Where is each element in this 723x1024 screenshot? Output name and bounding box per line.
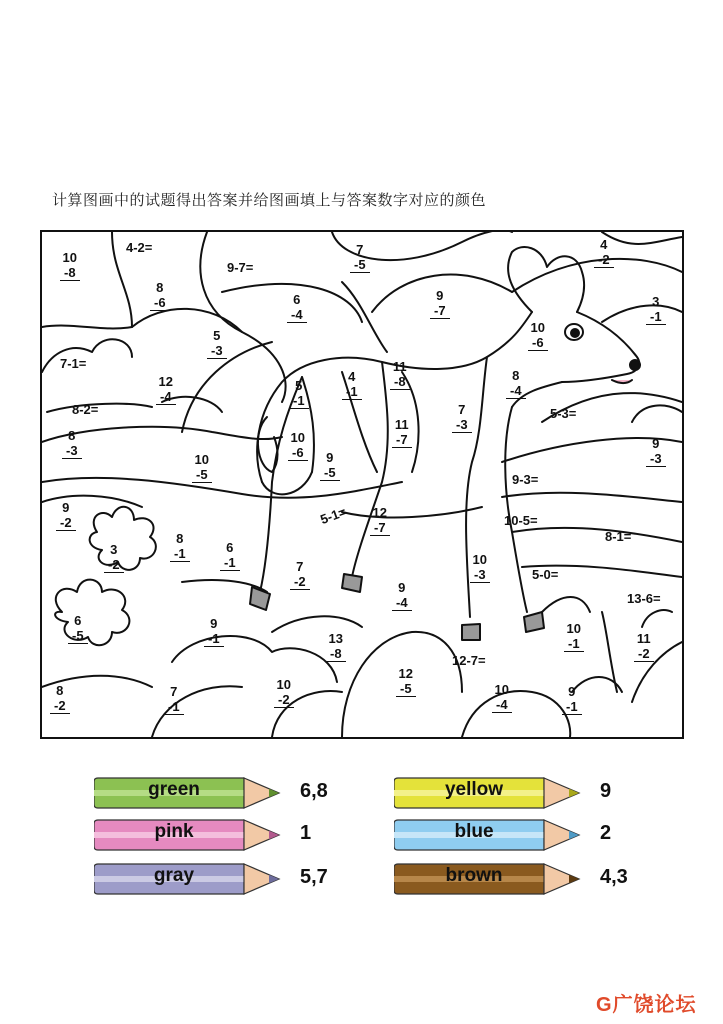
pencil-label: yellow (444, 779, 504, 800)
pencil-blue[interactable] (394, 818, 612, 852)
pencil-label: brown (445, 865, 503, 886)
pencil-label: gray (153, 865, 195, 886)
problem-cell[interactable]: 5 -1 (289, 378, 309, 409)
problem-cell[interactable]: 10 -4 (492, 682, 512, 713)
pencil-numbers: 9 (600, 780, 612, 802)
problem-cell[interactable]: 13 -8 (326, 631, 346, 662)
equation-cell[interactable]: 7-1= (60, 356, 87, 371)
equation-cell[interactable]: 9-7= (227, 260, 254, 275)
problem-cell[interactable]: 9 -2 (56, 500, 76, 531)
problem-cell[interactable]: 12 -4 (156, 374, 176, 405)
problem-cell[interactable]: 10 -3 (470, 552, 490, 583)
problem-cell[interactable]: 8 -2 (50, 683, 70, 714)
logo-icon: G (596, 994, 613, 1016)
problem-cell[interactable]: 9 -1 (204, 616, 224, 647)
problem-cell[interactable]: 10 -6 (528, 320, 548, 351)
problem-cell[interactable]: 3 -2 (104, 542, 124, 573)
problem-cell[interactable]: 8 -6 (150, 280, 170, 311)
problem-cell[interactable]: 6 -5 (68, 613, 88, 644)
equation-cell[interactable]: 5-3= (550, 406, 577, 421)
problem-cell[interactable]: 11 -8 (390, 359, 410, 390)
pencil-pink[interactable] (94, 818, 312, 852)
problem-cell[interactable]: 6 -4 (287, 292, 307, 323)
equation-cell[interactable]: 5-1= (318, 503, 349, 528)
pencil-numbers: 5,7 (300, 866, 328, 888)
problem-cell[interactable]: 10 -1 (564, 621, 584, 652)
equation-cell[interactable]: 13-6= (627, 591, 661, 606)
problem-cell[interactable]: 10 -5 (192, 452, 212, 483)
problem-cell[interactable]: 7 -3 (452, 402, 472, 433)
equation-cell[interactable]: 8-1= (605, 529, 632, 544)
pencil-green[interactable] (94, 776, 328, 810)
problem-cell[interactable]: 7 -1 (164, 684, 184, 715)
problem-cell[interactable]: 7 -5 (350, 242, 370, 273)
problem-cell[interactable]: 9 -7 (430, 288, 450, 319)
problem-cell[interactable]: 10 -6 (288, 430, 308, 461)
problem-cell[interactable]: 11 -7 (392, 417, 412, 448)
equation-cell[interactable]: 9-3= (512, 472, 539, 487)
pencil-yellow[interactable] (394, 776, 612, 810)
problem-cell[interactable]: 3 -1 (646, 294, 666, 325)
deer-scene-outline (42, 232, 682, 737)
pencil-brown[interactable] (394, 862, 628, 896)
watermark-text: 广饶论坛 (612, 994, 697, 1016)
equation-cell[interactable]: 10-5= (504, 513, 538, 528)
problem-cell[interactable]: 9 -3 (646, 436, 666, 467)
problem-cell[interactable]: 12 -7 (370, 505, 390, 536)
problem-cell[interactable]: 5 -3 (207, 328, 227, 359)
equation-cell[interactable]: 4-2= (126, 240, 153, 255)
pencil-numbers: 2 (600, 822, 612, 844)
problem-cell[interactable]: 8 -4 (506, 368, 526, 399)
pencil-label: pink (154, 821, 194, 842)
problem-cell[interactable]: 7 -2 (290, 559, 310, 590)
problem-cell[interactable]: 9 -5 (320, 450, 340, 481)
pencil-numbers: 1 (300, 822, 312, 844)
equation-cell[interactable]: 8-2= (72, 402, 99, 417)
watermark-logo (596, 988, 697, 1017)
problem-cell[interactable]: 10 -2 (274, 677, 294, 708)
problem-cell[interactable]: 6 -1 (220, 540, 240, 571)
problem-cell[interactable]: 9 -4 (392, 580, 412, 611)
equation-cell[interactable]: 12-7= (452, 653, 486, 668)
problem-cell[interactable]: 9 -1 (562, 684, 582, 715)
pencil-gray[interactable] (94, 862, 328, 896)
pencil-label: blue (454, 821, 494, 842)
problem-cell[interactable]: 4 -1 (342, 369, 362, 400)
problem-cell[interactable]: 10 -8 (60, 250, 80, 281)
problem-cell[interactable]: 8 -3 (62, 428, 82, 459)
problem-cell[interactable]: 12 -5 (396, 666, 416, 697)
equation-cell[interactable]: 5-0= (532, 567, 559, 582)
pencil-label: green (148, 779, 200, 800)
coloring-picture[interactable] (40, 230, 684, 739)
problem-cell[interactable]: 11 -2 (634, 631, 654, 662)
pencil-numbers: 6,8 (300, 780, 328, 802)
problem-cell[interactable]: 4 -2 (594, 237, 614, 268)
pencil-numbers: 4,3 (600, 866, 628, 888)
problem-cell[interactable]: 8 -1 (170, 531, 190, 562)
instruction-text: 计算图画中的试题得出答案并给图画填上与答案数字对应的颜色 (52, 191, 487, 209)
